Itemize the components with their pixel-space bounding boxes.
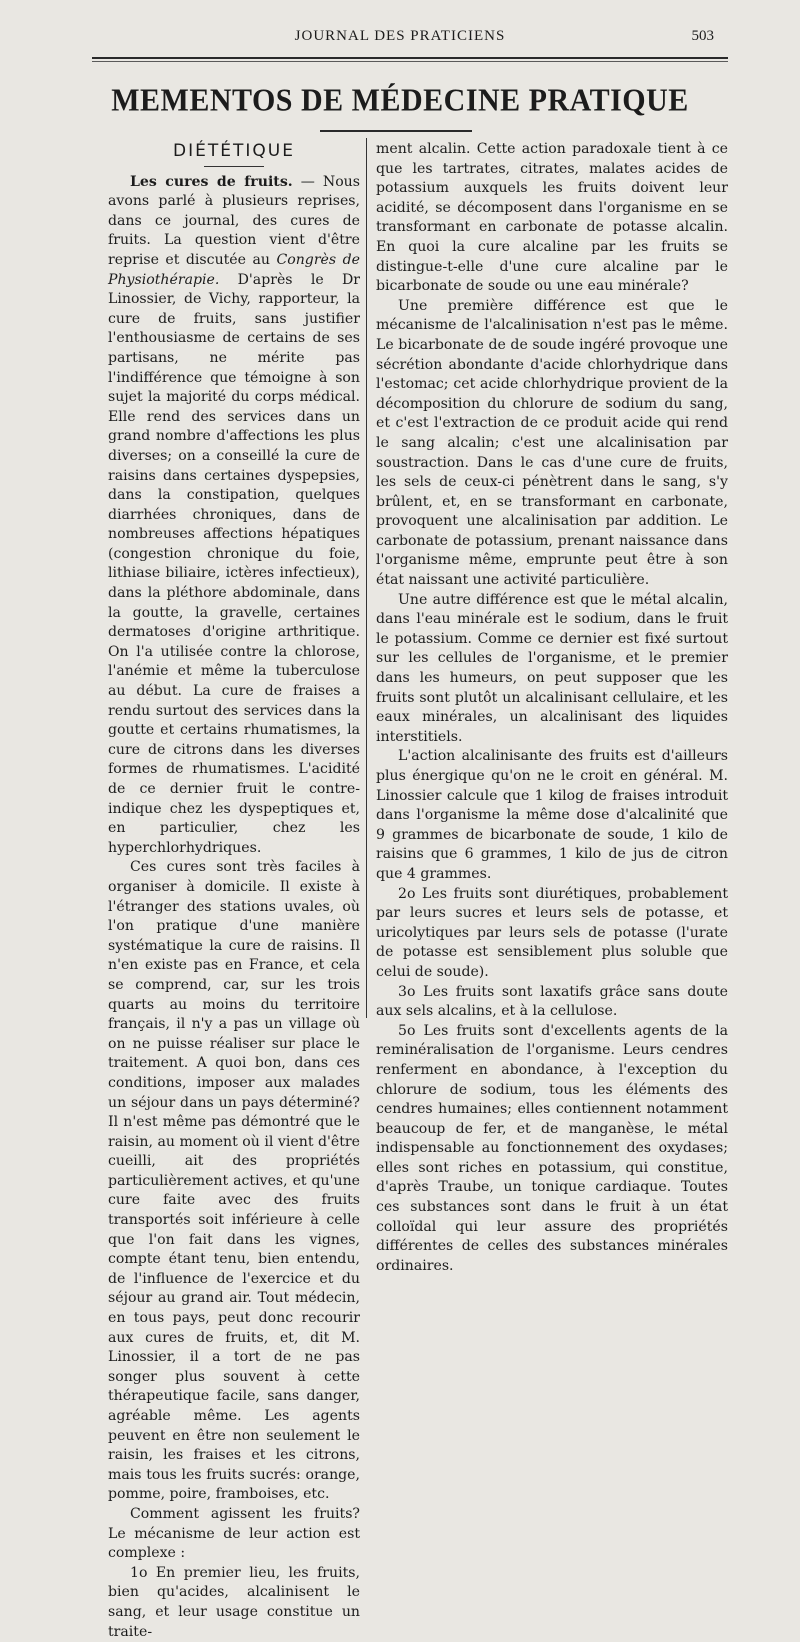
run-in-heading: Les cures de fruits.	[130, 173, 293, 190]
section-title: DIÉTÉTIQUE	[173, 141, 295, 161]
header-rule	[92, 57, 728, 59]
section-rule	[204, 166, 264, 167]
page-number: 503	[691, 28, 714, 44]
header-rule-thin	[92, 61, 728, 62]
column-divider	[366, 138, 367, 1018]
paragraph-continued: ment alcalin. Cette action paradoxale tient à ce que les tartrates, citrates, malates acides de potassium auxquels les fruits doivent leur acidité, se décomposent dans l'organisme en se transformant en carbonate de potasse alcalin. En quoi la cure alcaline par les fruits se distingue-t-elle d'une cure alcaline par le bicarbonate de soude ou une eau minérale?	[376, 141, 728, 295]
paragraph: 1o En premier lieu, les fruits, bien qu'acides, alcalinisent le sang, et leur usage constitue un traite-	[108, 1564, 360, 1640]
paragraph-text: D'après le Dr Linossier, de Vichy, rapporteur, la cure de fruits, sans justifier l'enthousiasme de certains de ses partisans, ne mérite pas l'indifférence que témoigne à son sujet la majorité du corps médical. Elle rend des services dans un grand nombre d'affections les plus diverses; on a conseillé la cure de raisins dans certaines dyspepsies, dans la constipation, quelques diarrhées chroniques, dans de nombreuses affections hépatiques (congestion chronique du foie, lithiase biliaire, ictères infectieux), dans la pléthore abdominale, dans la goutte, la gravelle, certaines dermatoses d'origine arthritique. On l'a utilisée contre la chlorose, l'anémie et même la tuberculose au début. La cure de fraises a rendu surtout des services dans la goutte et certains rhumatismes, la cure de citrons dans les diverses formes de rhumatismes. L'acidité de ce dernier fruit le contre-indique chez les dyspeptiques et, en particulier, chez les hyperchlorhydriques.	[108, 271, 360, 856]
left-column	[108, 140, 360, 1642]
paragraph: 3o Les fruits sont laxatifs grâce sans doute aux sels alcalins, et à la cellulose.	[376, 983, 728, 1020]
paragraph: 2o Les fruits sont diurétiques, probablement par leurs sucres et leurs sels de potasse, et uricolytiques par leurs sels de potasse (l'urate de potasse est sensiblement plus soluble que celui de soude).	[376, 885, 728, 980]
paragraph-text: — Nous avons parlé à plusieurs reprises, dans ce journal, des cures de fruits. La question vient d'être reprise et discutée au	[108, 173, 360, 268]
paragraph: Comment agissent les fruits? Le mécanisme de leur action est complexe :	[108, 1505, 360, 1562]
paragraph: Une première différence est que le mécanisme de l'alcalinisation n'est pas le même. Le bicarbonate de de soude ingéré provoque une sécrétion abondante d'acide chlorhydrique dans l'estomac; cet acide chlorhydrique provient de la décomposition du chlorure de sodium du sang, et c'est l'extraction de ce produit acide qui rend le sang alcalin; c'est une alcalinisation par soustraction. Dans le cas d'une cure de fruits, les sels de ceux-ci pénètrent dans le sang, s'y brûlent, et, en se transformant en carbonate, provoquent une alcalinisation par addition. Le carbonate de potassium, prenant naissance dans l'organisme même, emprunte peut être à son état naissant une activité particulière.	[376, 297, 728, 589]
paragraph: 5o Les fruits sont d'excellents agents de la reminéralisation de l'organisme. Leurs cendres renferment en abondance, à l'exception du chlorure de sodium, tous les éléments des cendres humaines; elles contiennent notamment beaucoup de fer, et de manganèse, le métal indispensable au fonctionnement des oxydases; elles sont riches en potassium, qui constitue, d'après Traube, un tonique cardiaque. Toutes ces substances sont dans le fruit à un état colloïdal qui leur assure des propriétés différentes de celles des substances minérales ordinaires.	[376, 1022, 728, 1274]
paragraph: Une autre différence est que le métal alcalin, dans l'eau minérale est le sodium, dans le fruit le potassium. Comme ce dernier est fixé surtout sur les cellules de l'organisme, et le premier dans les humeurs, on peut supposer que les fruits sont plutôt un alcalinisant cellulaire, et les eaux minérales, un alcalinisant des liquides interstitiels.	[376, 591, 728, 745]
paragraph: Ces cures sont très faciles à organiser à domicile. Il existe à l'étranger des stations uvales, où l'on pratique d'une manière systématique la cure de raisins. Il n'en existe pas en France, et cela se comprend, car, sur les trois quarts au moins du territoire français, il n'y a pas un village où on ne puisse réaliser sur place le traitement. A quoi bon, dans ces conditions, imposer aux malades un séjour dans un pays déterminé? Il n'est même pas démontré que le raisin, au moment où il vient d'être cueilli, ait des propriétés particulièrement actives, et qu'une cure faite avec des fruits transportés soit inférieure à celle que l'on fait dans les vignes, compte étant tenu, bien entendu, de l'influence de l'exercice et du séjour au grand air. Tout médecin, en tous pays, peut donc recourir aux cures de fruits, et, dit M. Linossier, il a tort de ne pas songer plus souvent à cette thérapeutique facile, sans danger, agréable même. Les agents peuvent en être non seulement le raisin, les fraises et les citrons, mais tous les fruits sucrés: orange, pomme, poire, framboises, etc.	[108, 859, 360, 1503]
paragraph: L'action alcalinisante des fruits est d'ailleurs plus énergique qu'on ne le croit en général. M. Linossier calcule que 1 kilog de fraises introduit dans l'organisme la même dose d'alcalinité que 9 grammes de bicarbonate de soude, 1 kilo de raisins que 6 grammes, 1 kilo de jus de citron que 4 grammes.	[376, 748, 728, 882]
title-rule	[320, 130, 472, 132]
right-column	[376, 140, 728, 1276]
page-title: MEMENTOS DE MÉDECINE PRATIQUE	[111, 83, 689, 118]
journal-name: JOURNAL DES PRATICIENS	[294, 28, 506, 44]
paragraph-intro	[108, 173, 360, 859]
congress-name: Congrès de Physiothérapie.	[108, 251, 360, 288]
running-head	[0, 28, 800, 52]
